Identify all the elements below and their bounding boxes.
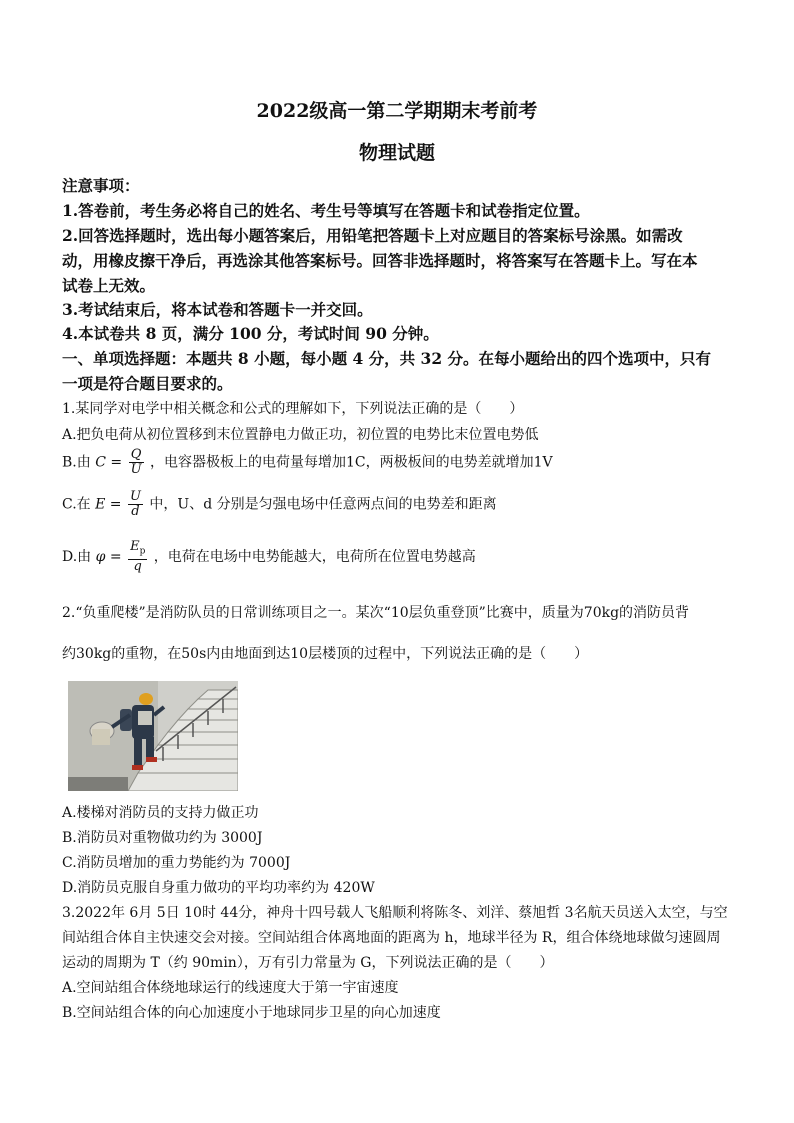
q1-c-formula-lhs: E = [95, 496, 122, 513]
q1-option-b [62, 448, 553, 477]
q3-stem-line-2: 间站组合体自主快速交会对接。空间站组合体离地面的距离为 h，地球半径为 R，组合体绕地球做匀速圆周 [62, 930, 721, 946]
q3-option-b: B.空间站组合体的向心加速度小于地球同步卫星的向心加速度 [62, 1005, 441, 1021]
q1-c-prefix: C.在 [62, 496, 91, 513]
firefighter-stairs-illustration [68, 681, 238, 791]
q1-b-numerator: Q [129, 448, 144, 463]
q1-d-text: ，电荷在电场中电势能越大，电荷所在位置电势越高 [153, 548, 476, 565]
exam-subject: 物理试题 [358, 142, 435, 164]
q2-option-c: C.消防员增加的重力势能约为 7000J [62, 855, 291, 871]
note-3: 3.考试结束后，将本试卷和答题卡一并交回。 [62, 300, 373, 319]
q1-b-prefix: B.由 [62, 454, 91, 471]
q1-d-numerator-subscript: p [139, 546, 146, 557]
q1-b-text: ，电容器极板上的电荷量每增加1C，两极板间的电势差就增加1V [149, 454, 553, 471]
q1-option-c [62, 490, 497, 519]
q1-option-d [62, 540, 476, 574]
q1-option-a: A.把负电荷从初位置移到末位置静电力做正功，初位置的电势比末位置电势低 [62, 427, 539, 443]
note-4: 4.本试卷共 8 页，满分 100 分，考试时间 90 分钟。 [62, 324, 439, 343]
q1-b-formula-lhs: C = [95, 454, 123, 471]
note-1: 1.答卷前，考生务必将自己的姓名、考生号等填写在答题卡和试卷指定位置。 [62, 201, 590, 220]
q1-c-numerator: U [129, 489, 141, 504]
note-2-line-1: 2.回答选择题时，选出每小题答案后，用铅笔把答题卡上对应题目的答案标号涂黑。如需改 [62, 226, 683, 245]
q2-option-d: D.消防员克服自身重力做功的平均功率约为 420W [62, 880, 375, 896]
note-2-line-2: 动，用橡皮擦干净后，再选涂其他答案标号。回答非选择题时，将答案写在答题卡上。写在本 [62, 251, 698, 270]
q1-stem: 1.某同学对电学中相关概念和公式的理解如下，下列说法正确的是（ ） [62, 401, 524, 417]
q2-option-a: A.楼梯对消防员的支持力做正功 [62, 805, 259, 821]
notes-heading: 注意事项： [62, 176, 140, 195]
q3-stem-line-3: 运动的周期为 T（约 90min），万有引力常量为 G，下列说法正确的是（ ） [62, 955, 554, 971]
q1-d-numerator: $E_p$ [128, 540, 147, 560]
q1-d-formula-lhs: φ = [95, 548, 122, 565]
q2-stem-line-1: 2.“负重爬楼”是消防队员的日常训练项目之一。某次“10层负重登顶”比赛中，质量为70kg的消防员背 [62, 605, 690, 621]
exam-title: 2022级高一第二学期期末考前考 [256, 100, 538, 122]
q1-b-denominator: U [130, 462, 142, 477]
q1-d-denominator: q [133, 558, 142, 574]
section-heading-line-2: 一项是符合题目要求的。 [62, 374, 233, 393]
q3-stem-line-1: 3.2022年 6月 5日 10时 44分，神舟十四号载人飞船顺利将陈冬、刘洋、蔡旭哲 3名航天员送入太空，与空 [62, 905, 728, 921]
note-2-line-3: 试卷上无效。 [62, 276, 156, 295]
q3-option-a: A.空间站组合体绕地球运行的线速度大于第一宇宙速度 [62, 980, 399, 996]
q1-c-text: 中，U、d 分别是匀强电场中任意两点间的电势差和距离 [149, 496, 497, 513]
q1-b-fraction [129, 448, 144, 477]
q1-d-prefix: D.由 [62, 548, 92, 565]
firefighter-stairs-photo [68, 681, 238, 791]
q2-option-b: B.消防员对重物做功约为 3000J [62, 830, 263, 846]
section-heading-line-1: 一、单项选择题：本题共 8 小题，每小题 4 分，共 32 分。在每小题给出的四个选项中，只有 [62, 349, 712, 368]
q1-c-denominator: d [131, 504, 140, 519]
q1-d-fraction [128, 540, 147, 574]
q1-c-fraction [128, 490, 143, 519]
q2-stem-line-2: 约30kg的重物，在50s内由地面到达10层楼顶的过程中，下列说法正确的是（ ） [62, 646, 589, 662]
